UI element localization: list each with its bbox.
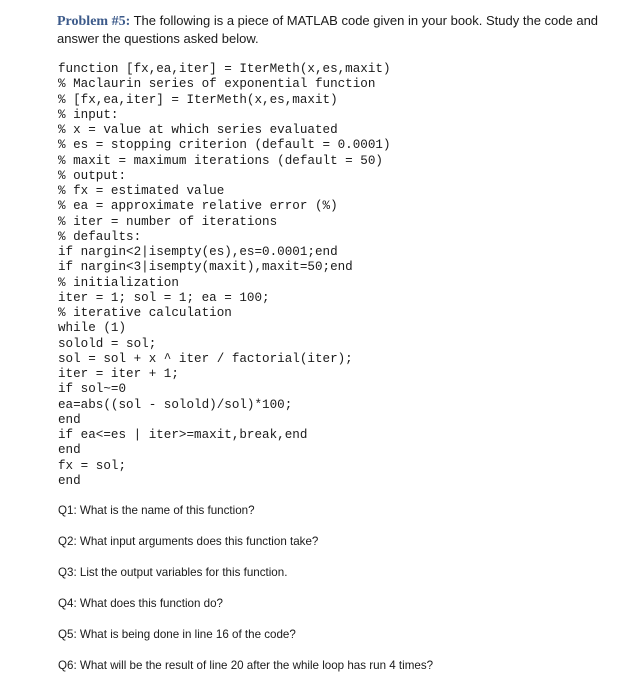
code-line: % output: [58, 168, 127, 183]
code-line: % input: [58, 107, 119, 122]
question-list [58, 503, 433, 689]
question-item: Q6: What will be the result of line 20 after the while loop has run 4 times? [58, 659, 434, 672]
code-line: % maxit = maximum iterations (default = 50) [58, 153, 383, 168]
code-listing [58, 62, 391, 489]
code-line: % es = stopping criterion (default = 0.0001) [58, 138, 391, 153]
problem-statement [57, 12, 602, 47]
code-line: ea=abs((sol - solold)/sol)*100; [58, 397, 293, 412]
problem-intro: The following is a piece of MATLAB code given in your book. Study the code and answer the questions asked below. [57, 13, 599, 46]
question-item: Q3: List the output variables for this function. [58, 566, 288, 579]
code-line: function [fx,ea,iter] = IterMeth(x,es,maxit) [58, 62, 391, 76]
code-line: solold = sol; [58, 336, 157, 351]
code-line: % fx = estimated value [58, 184, 225, 198]
question-item: Q5: What is being done in line 16 of the code? [58, 628, 296, 641]
code-line: if nargin<3|isempty(maxit),maxit=50;end [58, 260, 353, 275]
code-line: if sol~=0 [58, 382, 127, 397]
code-line: % ea = approximate relative error (%) [58, 199, 338, 214]
code-line: sol = sol + x ^ iter / factorial(iter); [58, 351, 353, 366]
code-line: % defaults: [58, 229, 142, 244]
code-line: iter = 1; sol = 1; ea = 100; [58, 290, 270, 305]
code-line: while (1) [58, 321, 127, 336]
problem-label: Problem #5: [57, 14, 131, 29]
code-line: % x = value at which series evaluated [58, 123, 338, 137]
code-line: iter = iter + 1; [58, 367, 179, 381]
code-line: fx = sol; [58, 458, 127, 473]
code-line: % [fx,ea,iter] = IterMeth(x,es,maxit) [58, 92, 338, 107]
code-line: end [58, 443, 81, 458]
question-item: Q2: What input arguments does this function take? [58, 535, 319, 548]
code-line: % Maclaurin series of exponential function [58, 77, 376, 92]
code-line: end [58, 412, 81, 427]
code-line: % iterative calculation [58, 306, 232, 320]
code-line: end [58, 473, 81, 488]
code-line: % initialization [58, 275, 179, 290]
question-item: Q4: What does this function do? [58, 597, 223, 610]
code-line: % iter = number of iterations [58, 214, 278, 229]
question-item: Q1: What is the name of this function? [58, 504, 255, 517]
code-line: if nargin<2|isempty(es),es=0.0001;end [58, 245, 338, 259]
code-line: if ea<=es | iter>=maxit,break,end [58, 428, 308, 442]
